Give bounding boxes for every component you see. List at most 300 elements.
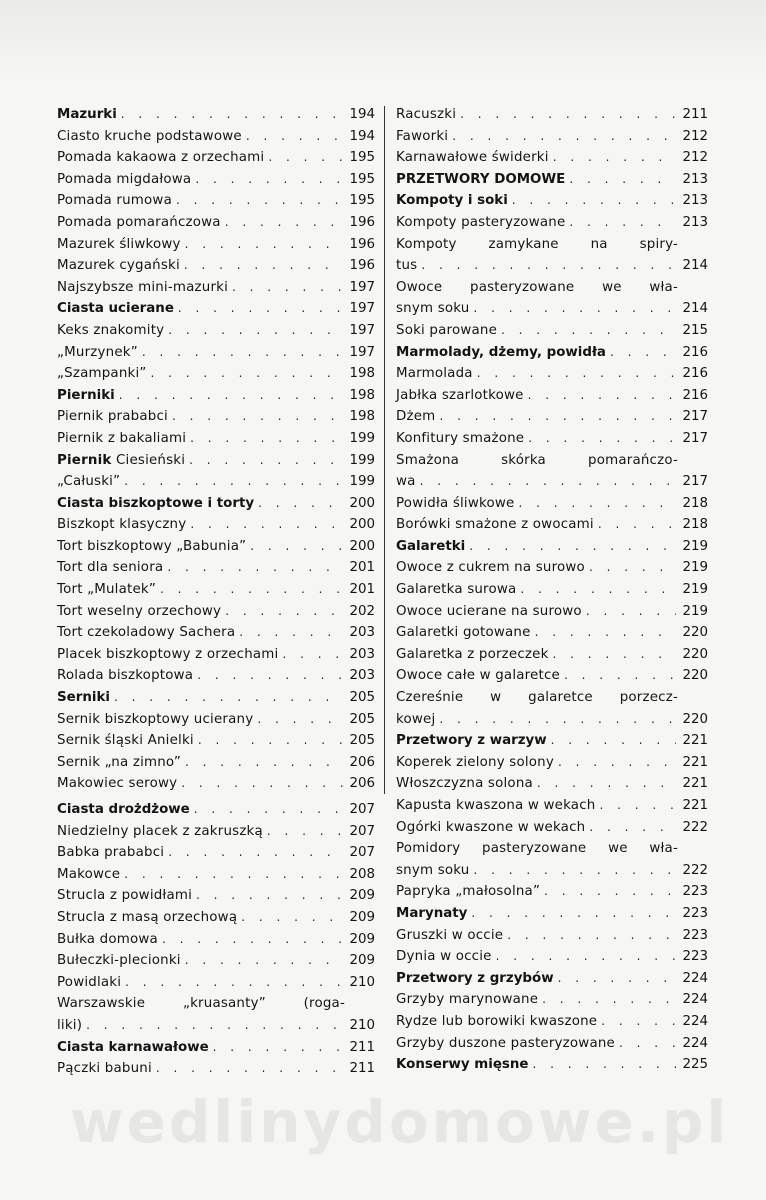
toc-entry-niedzielny-placek-z-zakruszka [57, 821, 375, 843]
toc-entry-owoce-cale-w-galaretce [396, 665, 708, 687]
dot-leader [474, 860, 677, 882]
dot-leader [156, 1058, 344, 1080]
page-number: 217 [682, 409, 708, 425]
toc-entry-galaretki-gotowane [396, 622, 708, 644]
entry-title: Strucla z powidłami [57, 888, 193, 904]
dot-leader [518, 493, 676, 515]
page-number: 213 [682, 193, 708, 209]
entry-title: Najszybsze mini-mazurki [57, 279, 229, 295]
page-number: 196 [349, 258, 375, 274]
entry-title: Babka prababci [57, 845, 165, 861]
page-number: 223 [682, 905, 708, 921]
toc-section-galaretki [396, 536, 708, 558]
page-number: 198 [349, 387, 375, 403]
dot-leader [533, 1054, 677, 1076]
entry-title: „Szampanki” [57, 366, 147, 382]
entry-title: Owoce ucierane na surowo [396, 603, 582, 619]
dot-leader [239, 622, 343, 644]
dot-leader [421, 255, 676, 277]
dot-leader [185, 752, 343, 774]
page-number: 220 [682, 646, 708, 662]
toc-entry-strucla-z-masa-orzechowa [57, 907, 375, 929]
entry-title: Kapusta kwaszona w wekach [396, 798, 596, 813]
page-number: 205 [349, 690, 375, 706]
toc-section-mazurki [57, 104, 375, 126]
page-number: 194 [349, 128, 375, 144]
entry-title: Pomada rumowa [57, 193, 172, 209]
entry-title: Borówki smażone z owocami [396, 517, 594, 533]
dot-leader [558, 968, 677, 990]
dot-leader [168, 842, 343, 864]
page-number: 205 [349, 733, 375, 749]
dot-leader [520, 579, 676, 601]
page-number: 200 [349, 538, 375, 554]
toc-entry-soki-parowane [396, 320, 708, 342]
entry-title: Mazurki [57, 107, 117, 122]
entry-title: Soki parowane [396, 322, 498, 338]
toc-entry-papryka-malosolna [396, 881, 708, 903]
toc-section-ciasta-biszkoptowe-i-torty [57, 493, 375, 515]
entry-title: Papryka „małosolna” [396, 884, 541, 900]
dot-leader [528, 428, 676, 450]
entry-title: Kompoty pasteryzowane [396, 214, 566, 230]
entry-title-line-2 [396, 860, 708, 882]
toc-section-kompoty-i-soki [396, 190, 708, 212]
page-number: 217 [682, 430, 708, 446]
page-number: 198 [349, 366, 375, 382]
page-number: 220 [682, 625, 708, 641]
entry-title: Dżem [396, 409, 436, 425]
toc-section-przetwory-domowe [396, 169, 708, 191]
dot-leader [542, 989, 676, 1011]
page-number: 209 [349, 888, 375, 904]
dot-leader [119, 385, 344, 407]
toc-entry-dynia-w-occie [396, 946, 708, 968]
page-number: 195 [349, 193, 375, 209]
entry-title: Placek biszkoptowy z orzechami [57, 646, 279, 662]
toc-section-marmolady-dzemy-powidla [396, 342, 708, 364]
entry-title: Galaretka z porzeczek [396, 646, 549, 662]
toc-entry-jablka-szarlotkowe [396, 385, 708, 407]
toc-entry-racuszki [396, 104, 708, 126]
page-number: 203 [349, 646, 375, 662]
entry-title: Gruszki w occie [396, 927, 504, 943]
entry-title: Tort weselny orzechowy [57, 603, 222, 619]
page-number: 197 [349, 301, 375, 317]
page-number: 219 [682, 538, 708, 554]
dot-leader [471, 903, 676, 925]
dot-leader [196, 885, 343, 907]
entry-title: Mazurek cygański [57, 258, 180, 274]
dot-leader [114, 687, 343, 709]
page-number: 207 [349, 845, 375, 861]
dot-leader [190, 514, 343, 536]
dot-leader [553, 147, 677, 169]
entry-title-continuation: wa [396, 474, 416, 490]
dot-leader [189, 450, 343, 472]
dot-leader [586, 601, 677, 623]
page-number: 225 [682, 1057, 708, 1073]
dot-leader [507, 925, 676, 947]
toc-entry-kapusta-kwaszona-w-wekach [396, 795, 708, 817]
page-number: 199 [349, 452, 375, 468]
entry-title: Rolada biszkoptowa [57, 668, 194, 684]
page-number: 207 [349, 823, 375, 839]
page-number: 223 [682, 949, 708, 965]
dot-leader [241, 907, 343, 929]
entry-title: Grzyby marynowane [396, 992, 539, 1008]
page-number: 199 [349, 430, 375, 446]
entry-title: Ciasto kruche podstawowe [57, 128, 242, 144]
entry-title-continuation: tus [396, 258, 418, 274]
dot-leader [232, 277, 343, 299]
page-number: 216 [682, 387, 708, 403]
page-number: 224 [682, 970, 708, 986]
page-number: 224 [682, 1013, 708, 1029]
page-number: 211 [349, 1039, 375, 1055]
toc-section-ciasta-ucierane [57, 298, 375, 320]
toc-entry-piernik-z-bakaliami [57, 428, 375, 450]
toc-entry-kompoty-zamykane-na-spiry [396, 234, 708, 277]
dot-leader [528, 385, 677, 407]
dot-leader [544, 881, 676, 903]
entry-title: Piernik prababci [57, 409, 168, 425]
dot-leader [194, 799, 344, 821]
toc-entry-sernik-na-zimno [57, 752, 375, 774]
toc-entry-mazurek-cyganski [57, 255, 375, 277]
dot-leader [553, 644, 677, 666]
page-number: 210 [349, 974, 375, 990]
entry-title: Pierniki [57, 387, 115, 403]
entry-title: Włoszczyzna solona [396, 776, 533, 792]
dot-leader [501, 320, 676, 342]
page-number: 196 [349, 214, 375, 230]
entry-title: Faworki [396, 128, 449, 144]
toc-entry-sernik-biszkoptowy-ucierany [57, 709, 375, 731]
dot-leader [185, 950, 344, 972]
entry-title: Bułeczki-plecionki [57, 953, 181, 969]
toc-entry-koperek-zielony-solony [396, 752, 708, 774]
toc-section-pierniki [57, 385, 375, 407]
page-number: 197 [349, 279, 375, 295]
dot-leader [535, 622, 677, 644]
toc-entry-strucla-z-powidlami [57, 885, 375, 907]
dot-leader [167, 557, 343, 579]
dot-leader [142, 342, 344, 364]
entry-title-line-1: Owoce pasteryzowane we wła- [396, 279, 678, 295]
page-number: 199 [349, 474, 375, 490]
toc-entry-rydze-lub-borowiki-kwaszone [396, 1011, 708, 1033]
toc-entry-kompoty-pasteryzowane [396, 212, 708, 234]
entry-title: Rydze lub borowiki kwaszone [396, 1013, 598, 1029]
dot-leader [282, 644, 343, 666]
page-number: 219 [682, 603, 708, 619]
page-number: 209 [349, 909, 375, 925]
dot-leader [452, 126, 676, 148]
entry-title-line-1: Smażona skórka pomarańczo- [396, 452, 678, 468]
dot-leader [610, 342, 676, 364]
page-number: 206 [349, 776, 375, 792]
toc-entry-owoce-ucierane-na-surowo [396, 601, 708, 623]
entry-title: Konfitury smażone [396, 430, 525, 446]
toc-entry-grzyby-marynowane [396, 989, 708, 1011]
entry-title: Konserwy mięsne [396, 1057, 529, 1073]
page-number: 216 [682, 344, 708, 360]
toc-entry-galaretka-surowa [396, 579, 708, 601]
toc-entry-pomada-rumowa [57, 190, 375, 212]
toc-entry-piernik-ciesienski [57, 450, 375, 472]
toc-entry-faworki [396, 126, 708, 148]
entry-title: Pomada pomarańczowa [57, 214, 221, 230]
entry-title: Bułka domowa [57, 931, 158, 947]
toc-entry-owoce-pasteryzowane-we-wla [396, 277, 708, 320]
entry-title-line-1: Kompoty zamykane na spiry- [396, 236, 678, 252]
toc-entry-powidlaki [57, 972, 375, 994]
toc-right-column [396, 104, 708, 1076]
page-number: 214 [682, 301, 708, 317]
toc-entry-caluski [57, 471, 375, 493]
toc-entry-placek-biszkoptowy-z-orzechami [57, 644, 375, 666]
dot-leader [439, 406, 676, 428]
dot-leader [246, 126, 344, 148]
dot-leader [195, 169, 343, 191]
dot-leader [185, 234, 344, 256]
entry-title: Karnawałowe świderki [396, 150, 549, 166]
toc-entry-ciasto-kruche-podstawowe [57, 126, 375, 148]
toc-entry-bulka-domowa [57, 929, 375, 951]
entry-title [57, 450, 189, 472]
page-number: 195 [349, 150, 375, 166]
dot-leader [181, 773, 343, 795]
watermark: wedlinydomowe.pl [70, 1088, 730, 1156]
entry-title-continuation: kowej [396, 711, 436, 727]
entry-title: Galaretki [396, 538, 466, 554]
entry-title: Tort czekoladowy Sachera [57, 625, 236, 641]
toc-section-marynaty [396, 903, 708, 925]
entry-title-continuation: snym soku [396, 862, 470, 878]
dot-leader [512, 190, 677, 212]
page-number: 221 [682, 776, 708, 792]
entry-title-continuation: snym soku [396, 301, 470, 317]
dot-leader [172, 406, 344, 428]
entry-title: Kompoty i soki [396, 193, 508, 209]
toc-entry-galaretka-z-porzeczek [396, 644, 708, 666]
entry-title: „Murzynek” [57, 344, 138, 360]
page-number: 213 [682, 214, 708, 230]
dot-leader [420, 471, 677, 493]
entry-title-line-2 [57, 1015, 375, 1037]
toc-entry-rolada-biszkoptowa [57, 665, 375, 687]
dot-leader [477, 363, 677, 385]
entry-title: „Całuski” [57, 474, 121, 490]
toc-entry-murzynek [57, 342, 375, 364]
entry-title-line-1: Warszawskie „kruasanty” (roga- [57, 996, 345, 1012]
entry-title-line-1: Pomidory pasteryzowane we wła- [396, 841, 678, 857]
dot-leader [198, 730, 344, 752]
page-number: 202 [349, 603, 375, 619]
toc-entry-grzyby-duszone-pasteryzowane [396, 1033, 708, 1055]
entry-title-continuation: liki) [57, 1017, 83, 1033]
page-number: 223 [682, 884, 708, 900]
dot-leader [564, 665, 676, 687]
toc-entry-makowce [57, 864, 375, 886]
page-number: 220 [682, 711, 708, 727]
page-number: 221 [682, 733, 708, 749]
dot-leader [160, 579, 343, 601]
dot-leader [601, 1011, 676, 1033]
page-number: 214 [682, 258, 708, 274]
entry-title: Koperek zielony solony [396, 754, 554, 770]
entry-title: Serniki [57, 690, 110, 706]
entry-title: Tort dla seniora [57, 560, 164, 576]
toc-entry-borowki-smazone-z-owocami [396, 514, 708, 536]
page-number: 218 [682, 495, 708, 511]
page-number: 197 [349, 344, 375, 360]
entry-title-line-2 [396, 471, 708, 493]
page-number: 216 [682, 366, 708, 382]
entry-title: Makowiec serowy [57, 776, 178, 792]
entry-title: Keks znakomity [57, 322, 165, 338]
dot-leader [598, 514, 677, 536]
toc-entry-keks-znakomity [57, 320, 375, 342]
toc-entry-najszybsze-mini-mazurki [57, 277, 375, 299]
dot-leader [197, 665, 343, 687]
dot-leader [258, 493, 343, 515]
page-number: 218 [682, 517, 708, 533]
toc-entry-tort-dla-seniora [57, 557, 375, 579]
page-number: 212 [682, 128, 708, 144]
entry-title: Mazurek śliwkowy [57, 236, 181, 252]
entry-title: Piernik z bakaliami [57, 430, 187, 446]
dot-leader [225, 601, 343, 623]
toc-entry-tort-weselny-orzechowy [57, 601, 375, 623]
dot-leader [558, 752, 676, 774]
dot-leader [551, 730, 677, 752]
toc-section-konserwy-miesne [396, 1054, 708, 1076]
toc-section-serniki [57, 687, 375, 709]
page-number: 208 [349, 866, 375, 882]
entry-title: Ciasta karnawałowe [57, 1039, 209, 1055]
toc-entry-paczki-babuni [57, 1058, 375, 1080]
entry-title: Owoce całe w galaretce [396, 668, 560, 684]
page-number: 219 [682, 560, 708, 576]
dot-leader [474, 298, 677, 320]
dot-leader [225, 212, 344, 234]
dot-leader [460, 104, 676, 126]
entry-title-line-2 [396, 709, 708, 731]
page-top-shading [0, 0, 766, 80]
page-number: 220 [682, 668, 708, 684]
dot-leader [190, 428, 343, 450]
page-number: 206 [349, 754, 375, 770]
page-number: 221 [682, 754, 708, 770]
entry-title: Galaretki gotowane [396, 625, 531, 641]
toc-entry-gruszki-w-occie [396, 925, 708, 947]
dot-leader [124, 471, 343, 493]
toc-section-ciasta-drozdzowe [57, 799, 375, 821]
entry-title: Grzyby duszone pasteryzowane [396, 1035, 615, 1051]
entry-title: Sernik śląski Anielki [57, 733, 194, 749]
entry-title-line-2 [396, 255, 708, 277]
entry-title: Ciasta drożdżowe [57, 802, 190, 817]
entry-title-line-1: Czereśnie w galaretce porzecz- [396, 690, 678, 706]
dot-leader [268, 147, 343, 169]
page-number: 198 [349, 409, 375, 425]
toc-entry-mazurek-sliwkowy [57, 234, 375, 256]
toc-entry-biszkopt-klasyczny [57, 514, 375, 536]
toc-entry-piernik-prababci [57, 406, 375, 428]
entry-title: Niedzielny placek z zakruszką [57, 823, 263, 839]
dot-leader [86, 1015, 343, 1037]
page-number: 203 [349, 668, 375, 684]
dot-leader [267, 821, 344, 843]
dot-leader [599, 795, 676, 817]
page-number: 213 [682, 171, 708, 187]
entry-title: Ciasta ucierane [57, 301, 174, 317]
page-number: 194 [349, 107, 375, 122]
page-number: 223 [682, 927, 708, 943]
dot-leader [121, 104, 344, 126]
toc-section-przetwory-z-grzybow [396, 968, 708, 990]
page-number: 200 [349, 495, 375, 511]
page-number: 195 [349, 171, 375, 187]
entry-title: Dynia w occie [396, 949, 492, 965]
dot-leader [537, 773, 677, 795]
toc-entry-pomada-pomaranczowa [57, 212, 375, 234]
dot-leader [496, 946, 677, 968]
toc-entry-ogorki-kwaszone-w-wekach [396, 817, 708, 839]
toc-entry-makowiec-serowy [57, 773, 375, 795]
toc-left-column [57, 104, 375, 1080]
page-number: 224 [682, 992, 708, 1008]
toc-entry-warszawskie-kruasanty-roga [57, 993, 375, 1036]
toc-entry-smazona-skorka-pomaranczo [396, 450, 708, 493]
page-number: 211 [682, 107, 708, 122]
toc-entry-pomada-kakaowa-z-orzechami [57, 147, 375, 169]
entry-title-bold-part: Piernik [57, 452, 112, 468]
page-number: 221 [682, 798, 708, 813]
entry-title: Tort „Mulatek” [57, 582, 156, 598]
page-number: 207 [349, 802, 375, 817]
dot-leader [469, 536, 676, 558]
dot-leader [178, 298, 344, 320]
toc-entry-konfitury-smazone [396, 428, 708, 450]
dot-leader [619, 1033, 676, 1055]
entry-title: Marmolada [396, 366, 473, 382]
entry-title: Galaretka surowa [396, 582, 517, 598]
entry-title: Marmolady, dżemy, powidła [396, 344, 606, 360]
toc-entry-buleczki-plecionki [57, 950, 375, 972]
page-number: 217 [682, 474, 708, 490]
entry-title: Przetwory z warzyw [396, 733, 547, 749]
toc-entry-babka-prababci [57, 842, 375, 864]
entry-title-rest: Ciesieński [111, 452, 186, 468]
dot-leader [589, 817, 676, 839]
toc-entry-tort-czekoladowy-sachera [57, 622, 375, 644]
entry-title: Biszkopt klasyczny [57, 517, 187, 533]
page-number: 219 [682, 582, 708, 598]
entry-title: Marynaty [396, 905, 468, 921]
dot-leader [250, 536, 343, 558]
toc-entry-owoce-z-cukrem-na-surowo [396, 557, 708, 579]
page-number: 205 [349, 711, 375, 727]
page-number: 222 [682, 819, 708, 835]
dot-leader [213, 1037, 344, 1059]
toc-entry-pomidory-pasteryzowane-we-wla [396, 838, 708, 881]
page-number: 200 [349, 517, 375, 533]
page-number: 212 [682, 150, 708, 166]
toc-entry-dzem [396, 406, 708, 428]
